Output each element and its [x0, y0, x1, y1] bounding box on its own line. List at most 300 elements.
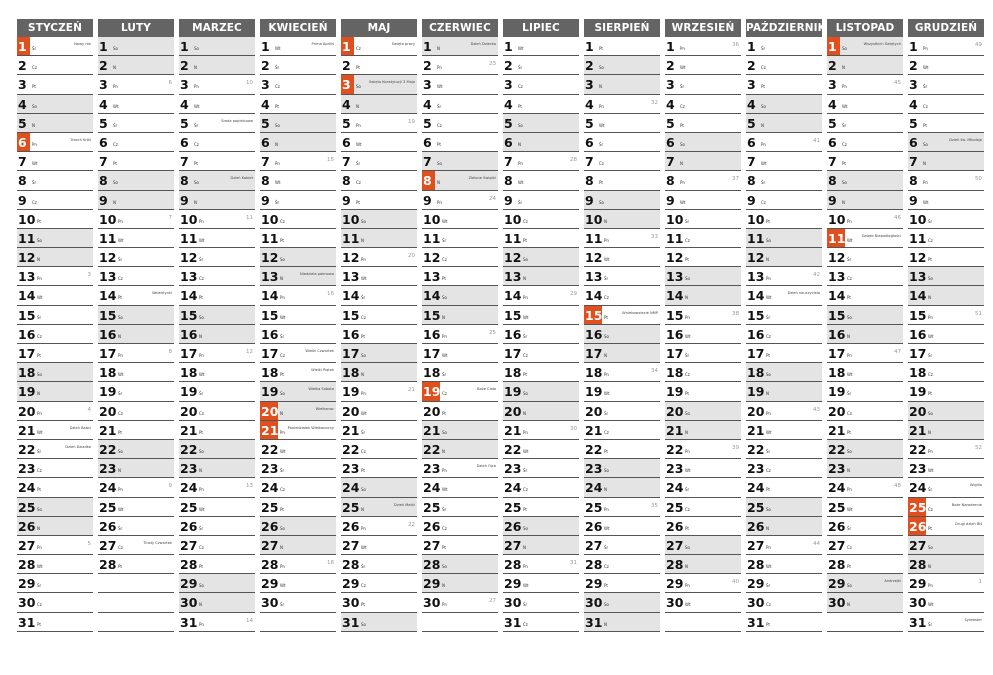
weekday-abbr: Wt	[118, 237, 124, 243]
day-number: 20	[909, 403, 927, 419]
weekday-abbr: Śr	[32, 46, 37, 51]
week-number: 47	[894, 349, 901, 355]
day-number: 21	[585, 422, 603, 438]
day-cell	[665, 402, 741, 421]
weekday-abbr: Pn	[361, 525, 366, 531]
day-number: 9	[99, 192, 108, 208]
day-number: 1	[666, 39, 675, 54]
holiday-note: Dzień Matki	[393, 502, 415, 507]
day-cell	[908, 555, 984, 574]
day-cell	[665, 555, 741, 574]
day-number: 24	[909, 480, 927, 496]
day-cell	[341, 75, 417, 94]
weekday-abbr: Pt	[923, 122, 927, 128]
day-cell	[908, 286, 984, 305]
day-cell	[341, 402, 417, 421]
weekday-abbr: Pt	[118, 429, 122, 435]
weekday-abbr: N	[923, 161, 926, 167]
weekday-abbr: Pt	[275, 103, 279, 109]
day-number: 17	[423, 346, 441, 361]
weekday-abbr: Śr	[280, 468, 285, 474]
weekday-abbr: Pn	[199, 353, 204, 358]
weekday-abbr: Wt	[194, 103, 200, 109]
day-cell	[422, 459, 498, 478]
day-number: 23	[909, 461, 927, 477]
day-cell	[746, 286, 822, 305]
day-number: 9	[180, 192, 189, 208]
weekday-abbr: N	[199, 333, 202, 339]
day-cell	[827, 478, 903, 497]
day-cell	[827, 498, 903, 517]
day-number: 11	[99, 230, 117, 246]
week-number: 5	[87, 540, 91, 547]
day-cell	[746, 95, 822, 114]
day-number: 21	[342, 422, 360, 438]
month-column	[422, 19, 498, 632]
weekday-abbr: Pn	[928, 314, 933, 320]
day-number: 21	[909, 422, 927, 438]
day-number: 16	[423, 326, 441, 342]
weekday-abbr: Cz	[32, 199, 37, 205]
weekday-abbr: Pt	[37, 218, 41, 224]
day-cell	[665, 210, 741, 229]
day-number: 19	[423, 384, 441, 400]
day-cell	[17, 95, 93, 114]
day-number: 20	[585, 403, 603, 419]
weekday-abbr: Pn	[766, 276, 771, 282]
day-cell	[503, 248, 579, 267]
weekday-abbr: So	[604, 468, 609, 474]
week-number: 49	[975, 42, 982, 48]
day-number: 20	[180, 403, 198, 419]
day-cell	[665, 95, 741, 114]
week-number: 33	[651, 233, 658, 240]
day-cell	[17, 613, 93, 632]
day-number: 5	[747, 115, 756, 131]
day-cell	[503, 210, 579, 229]
day-number: 6	[909, 134, 918, 150]
day-number: 6	[666, 134, 675, 150]
month-header: STYCZEŃ	[17, 19, 93, 37]
day-number: 2	[342, 58, 351, 74]
day-number: 8	[747, 173, 756, 189]
weekday-abbr: So	[361, 353, 366, 358]
day-cell	[260, 421, 336, 440]
weekday-abbr: N	[847, 468, 850, 474]
weekday-abbr: Pn	[847, 218, 852, 224]
day-cell	[827, 152, 903, 171]
day-number: 10	[747, 211, 765, 227]
week-number: 13	[246, 483, 253, 490]
day-cell	[584, 171, 660, 190]
day-cell	[179, 191, 255, 210]
day-cell	[827, 95, 903, 114]
day-cell	[98, 517, 174, 536]
day-number: 8	[504, 173, 513, 189]
day-cell	[422, 555, 498, 574]
weekday-abbr: Cz	[199, 410, 204, 416]
day-number: 21	[828, 422, 846, 438]
weekday-abbr: Wt	[604, 391, 610, 397]
day-number: 22	[99, 441, 117, 457]
day-cell	[827, 402, 903, 421]
day-cell	[908, 363, 984, 382]
week-number: 51	[975, 310, 982, 317]
day-cell	[908, 114, 984, 133]
day-cell	[746, 613, 822, 632]
weekday-abbr: Pt	[199, 429, 203, 435]
weekday-abbr: Pn	[766, 410, 771, 416]
day-cell	[341, 37, 417, 56]
weekday-abbr: N	[32, 122, 35, 128]
day-number: 14	[585, 288, 603, 304]
week-number: 24	[489, 195, 496, 202]
weekday-abbr: N	[361, 506, 364, 512]
day-cell	[260, 382, 336, 401]
weekday-abbr: So	[518, 122, 523, 128]
day-number: 2	[585, 58, 594, 74]
day-cell	[260, 229, 336, 248]
day-number: 3	[423, 77, 432, 93]
day-cell	[179, 402, 255, 421]
weekday-abbr: So	[275, 122, 280, 128]
day-number: 15	[585, 307, 603, 323]
day-cell	[422, 95, 498, 114]
day-number: 1	[261, 39, 270, 54]
weekday-abbr: Cz	[37, 602, 42, 608]
day-number: 22	[828, 441, 846, 457]
weekday-abbr: N	[280, 276, 283, 282]
day-cell	[827, 37, 903, 56]
weekday-abbr: N	[928, 429, 931, 435]
day-number: 21	[99, 422, 117, 438]
day-cell	[422, 229, 498, 248]
month-header: WRZESIEŃ	[665, 19, 741, 37]
holiday-note: Nowy rok	[74, 42, 91, 46]
day-number: 26	[747, 518, 765, 534]
day-cell	[827, 286, 903, 305]
week-number: 7	[168, 214, 172, 221]
weekday-abbr: N	[37, 525, 40, 531]
day-number: 28	[18, 557, 36, 573]
day-cell	[584, 152, 660, 171]
day-number: 14	[261, 288, 279, 304]
weekday-abbr: Wt	[37, 429, 43, 435]
day-number: 18	[423, 365, 441, 381]
weekday-abbr: Pt	[604, 583, 608, 589]
day-cell	[665, 574, 741, 593]
day-cell	[746, 555, 822, 574]
day-number: 11	[828, 230, 846, 246]
weekday-abbr: So	[928, 410, 933, 416]
weekday-abbr: Śr	[523, 602, 528, 608]
day-cell	[908, 574, 984, 593]
day-number: 19	[828, 384, 846, 400]
week-number: 37	[732, 176, 739, 183]
day-cell	[746, 517, 822, 536]
month-column	[17, 19, 93, 632]
day-cell	[503, 95, 579, 114]
day-number: 22	[423, 441, 441, 457]
day-number: 31	[18, 614, 36, 630]
day-cell	[98, 344, 174, 363]
day-cell	[179, 171, 255, 190]
weekday-abbr: Cz	[118, 276, 123, 282]
holiday-note: Dzień Dziadka	[65, 444, 91, 449]
weekday-abbr: Wt	[280, 448, 286, 454]
weekday-abbr: Pt	[685, 257, 689, 263]
day-number: 8	[422, 171, 435, 189]
weekday-abbr: Pt	[361, 333, 365, 339]
day-cell	[17, 536, 93, 555]
day-number: 25	[99, 499, 117, 515]
day-cell	[260, 37, 336, 56]
month-header: PAŹDZIERNIK	[746, 19, 822, 37]
month-column	[260, 19, 336, 632]
day-cell	[341, 536, 417, 555]
weekday-abbr: Śr	[761, 46, 766, 51]
day-cell	[260, 574, 336, 593]
weekday-abbr: Pt	[118, 295, 122, 301]
day-cell	[827, 555, 903, 574]
day-cell	[746, 325, 822, 344]
holiday-note: Sylwester	[964, 617, 982, 622]
day-cell	[827, 593, 903, 612]
weekday-abbr: Wt	[199, 372, 205, 378]
day-cell	[422, 75, 498, 94]
day-number: 30	[423, 595, 441, 611]
weekday-abbr: Pt	[437, 141, 441, 147]
weekday-abbr: Pn	[280, 564, 285, 570]
week-number: 44	[813, 540, 820, 547]
day-cell	[98, 114, 174, 133]
day-cell	[98, 306, 174, 325]
day-number: 28	[666, 557, 684, 573]
weekday-abbr: Wt	[599, 122, 605, 128]
day-cell	[746, 498, 822, 517]
day-cell	[17, 114, 93, 133]
day-cell	[422, 114, 498, 133]
day-number: 10	[666, 211, 684, 227]
month-column	[584, 19, 660, 632]
weekday-abbr: Cz	[32, 65, 37, 71]
day-number: 27	[180, 537, 198, 553]
day-cell	[98, 325, 174, 344]
day-number: 5	[180, 115, 189, 131]
weekday-abbr: Pn	[118, 353, 123, 358]
weekday-abbr: Wt	[442, 218, 448, 224]
day-cell	[422, 421, 498, 440]
weekday-abbr: N	[604, 353, 607, 358]
day-cell	[665, 267, 741, 286]
weekday-abbr: So	[685, 276, 690, 282]
day-cell	[908, 133, 984, 152]
day-number: 14	[180, 288, 198, 304]
day-number: 24	[504, 480, 522, 496]
weekday-abbr: Śr	[199, 391, 204, 397]
day-number: 13	[423, 269, 441, 285]
week-number: 28	[570, 157, 577, 164]
weekday-abbr: So	[599, 199, 604, 205]
day-cell	[98, 152, 174, 171]
day-number: 1	[17, 37, 30, 55]
day-number: 13	[342, 269, 360, 285]
weekday-abbr: Pn	[37, 410, 42, 416]
day-cell	[665, 229, 741, 248]
weekday-abbr: Wt	[361, 276, 367, 282]
day-number: 30	[504, 595, 522, 611]
weekday-abbr: So	[523, 257, 528, 263]
day-number: 16	[504, 326, 522, 342]
weekday-abbr: Śr	[37, 583, 42, 589]
day-cell	[503, 478, 579, 497]
weekday-abbr: So	[766, 237, 771, 243]
weekday-abbr: So	[523, 525, 528, 531]
day-number: 20	[423, 403, 441, 419]
holiday-note: Wniebowzięcie NMP	[622, 310, 658, 315]
weekday-abbr: Pn	[361, 391, 366, 397]
day-number: 12	[180, 250, 198, 266]
day-cell	[260, 191, 336, 210]
day-number: 26	[828, 518, 846, 534]
day-number: 20	[828, 403, 846, 419]
weekday-abbr: So	[118, 448, 123, 454]
day-cell	[341, 574, 417, 593]
weekday-abbr: Wt	[847, 506, 853, 512]
day-cell	[908, 95, 984, 114]
week-number: 14	[246, 617, 253, 624]
day-number: 19	[342, 384, 360, 400]
day-number: 18	[747, 365, 765, 381]
day-cell	[503, 536, 579, 555]
month-header: SIERPIEŃ	[584, 19, 660, 37]
day-number: 16	[99, 326, 117, 342]
weekday-abbr: So	[37, 237, 42, 243]
day-cell	[341, 248, 417, 267]
day-number: 8	[342, 173, 351, 189]
weekday-abbr: N	[842, 199, 845, 205]
day-cell	[665, 75, 741, 94]
day-cell	[179, 210, 255, 229]
day-cell	[260, 75, 336, 94]
day-cell	[746, 210, 822, 229]
weekday-abbr: Pt	[280, 506, 284, 512]
weekday-abbr: Cz	[842, 141, 847, 147]
day-number: 27	[828, 537, 846, 553]
weekday-abbr: Pt	[685, 525, 689, 531]
day-cell	[98, 267, 174, 286]
weekday-abbr: Cz	[280, 353, 285, 358]
month-header: LIPIEC	[503, 19, 579, 37]
day-cell	[17, 402, 93, 421]
weekday-abbr: Pn	[847, 353, 852, 358]
weekday-abbr: N	[442, 314, 445, 320]
day-cell	[584, 363, 660, 382]
weekday-abbr: Wt	[113, 103, 119, 109]
day-cell	[422, 191, 498, 210]
day-number: 11	[180, 230, 198, 246]
week-number: 29	[570, 291, 577, 298]
day-number: 6	[828, 134, 837, 150]
weekday-abbr: Śr	[113, 122, 118, 128]
weekday-abbr: N	[761, 122, 764, 128]
weekday-abbr: Śr	[604, 276, 609, 282]
day-cell	[260, 555, 336, 574]
weekday-abbr: Cz	[356, 46, 361, 51]
day-cell	[179, 133, 255, 152]
day-number: 29	[828, 576, 846, 592]
weekday-abbr: So	[847, 448, 852, 454]
weekday-abbr: Śr	[37, 448, 42, 454]
day-number: 28	[180, 557, 198, 573]
weekday-abbr: Pn	[275, 161, 280, 167]
holiday-note: Dzień Kobiet	[230, 176, 253, 181]
day-cell	[260, 171, 336, 190]
day-cell	[98, 421, 174, 440]
weekday-abbr: Wt	[523, 583, 529, 589]
day-cell	[422, 363, 498, 382]
weekday-abbr: Wt	[275, 46, 281, 51]
holiday-note: Boże Ciało	[477, 387, 496, 392]
day-number: 26	[342, 518, 360, 534]
day-cell	[503, 133, 579, 152]
holiday-note: Wielka Sobota	[308, 387, 334, 392]
day-cell	[98, 382, 174, 401]
day-number: 3	[504, 77, 513, 93]
day-cell	[341, 555, 417, 574]
weekday-abbr: Pn	[680, 180, 685, 186]
day-number: 24	[828, 480, 846, 496]
day-cell	[260, 306, 336, 325]
weekday-abbr: Pt	[847, 295, 851, 301]
day-number: 6	[504, 134, 513, 150]
day-cell	[179, 306, 255, 325]
empty-day-cell	[98, 574, 174, 593]
weekday-abbr: Cz	[523, 218, 528, 224]
day-number: 6	[342, 134, 351, 150]
weekday-abbr: Pt	[37, 353, 41, 358]
day-number: 7	[747, 154, 756, 170]
holiday-note: Dzień Dziecka	[470, 42, 496, 46]
weekday-abbr: Cz	[361, 314, 366, 320]
weekday-abbr: So	[194, 46, 199, 51]
day-number: 4	[99, 96, 108, 112]
weekday-abbr: Śr	[442, 237, 447, 243]
day-cell	[179, 325, 255, 344]
day-cell	[341, 478, 417, 497]
day-cell	[665, 459, 741, 478]
weekday-abbr: Wt	[199, 237, 205, 243]
day-number: 15	[261, 307, 279, 323]
day-number: 11	[666, 230, 684, 246]
weekday-abbr: So	[766, 506, 771, 512]
week-number: 10	[246, 80, 253, 87]
weekday-abbr: Wt	[280, 314, 286, 320]
day-number: 8	[261, 173, 270, 189]
weekday-abbr: Wt	[37, 295, 43, 301]
day-number: 3	[909, 77, 918, 93]
weekday-abbr: So	[523, 391, 528, 397]
day-cell	[260, 248, 336, 267]
weekday-abbr: Pn	[604, 506, 609, 512]
day-number: 15	[504, 307, 522, 323]
day-cell	[827, 382, 903, 401]
day-cell	[260, 152, 336, 171]
day-cell	[98, 286, 174, 305]
weekday-abbr: N	[604, 487, 607, 493]
day-cell	[746, 536, 822, 555]
empty-day-cell	[827, 613, 903, 632]
